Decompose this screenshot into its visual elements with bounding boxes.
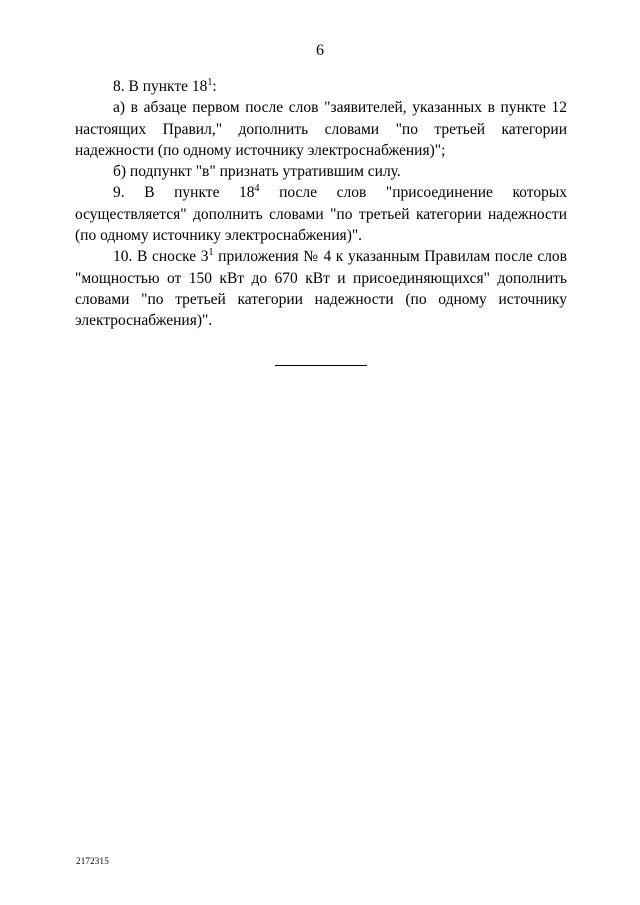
document-body: [75, 76, 567, 332]
paragraph-9-suffix: после слов "присоединение которых осуществляется" дополнить словами "по третьей категории надежности (по одному источнику электроснабжения)".: [75, 184, 567, 245]
end-divider-line: [275, 365, 367, 366]
paragraph-8-suffix: :: [212, 78, 217, 95]
paragraph-9-superscript: 4: [254, 183, 260, 195]
paragraph-8: [75, 76, 567, 97]
paragraph-9: [75, 182, 567, 246]
paragraph-9-prefix: 9. В пункте 18: [113, 184, 255, 202]
paragraph-8a: а) в абзаце первом после слов "заявителей, указанных в пункте 12 настоящих Правил," дополнить словами "по третьей категории надежности (по одному источнику электроснабжения)";: [75, 99, 567, 159]
paragraph-10-suffix: приложения № 4 к указанным Правилам после слов "мощностью от 150 кВт до 670 кВт и присоединяющихся" дополнить словами "по третьей категории надежности (по одному источнику электроснабжения)".: [75, 248, 567, 330]
paragraph-8-superscript: 1: [207, 77, 213, 88]
page-number: 6: [316, 42, 324, 59]
paragraph-8b: б) подпункт "в" признать утратившим силу.: [113, 163, 401, 181]
paragraph-10-superscript: 1: [208, 247, 214, 259]
document-code: 2172315: [76, 856, 109, 866]
paragraph-10-prefix: 10. В сноске 3: [113, 248, 209, 266]
paragraph-10: [75, 246, 567, 331]
paragraph-8-prefix: 8. В пункте 18: [113, 78, 208, 95]
